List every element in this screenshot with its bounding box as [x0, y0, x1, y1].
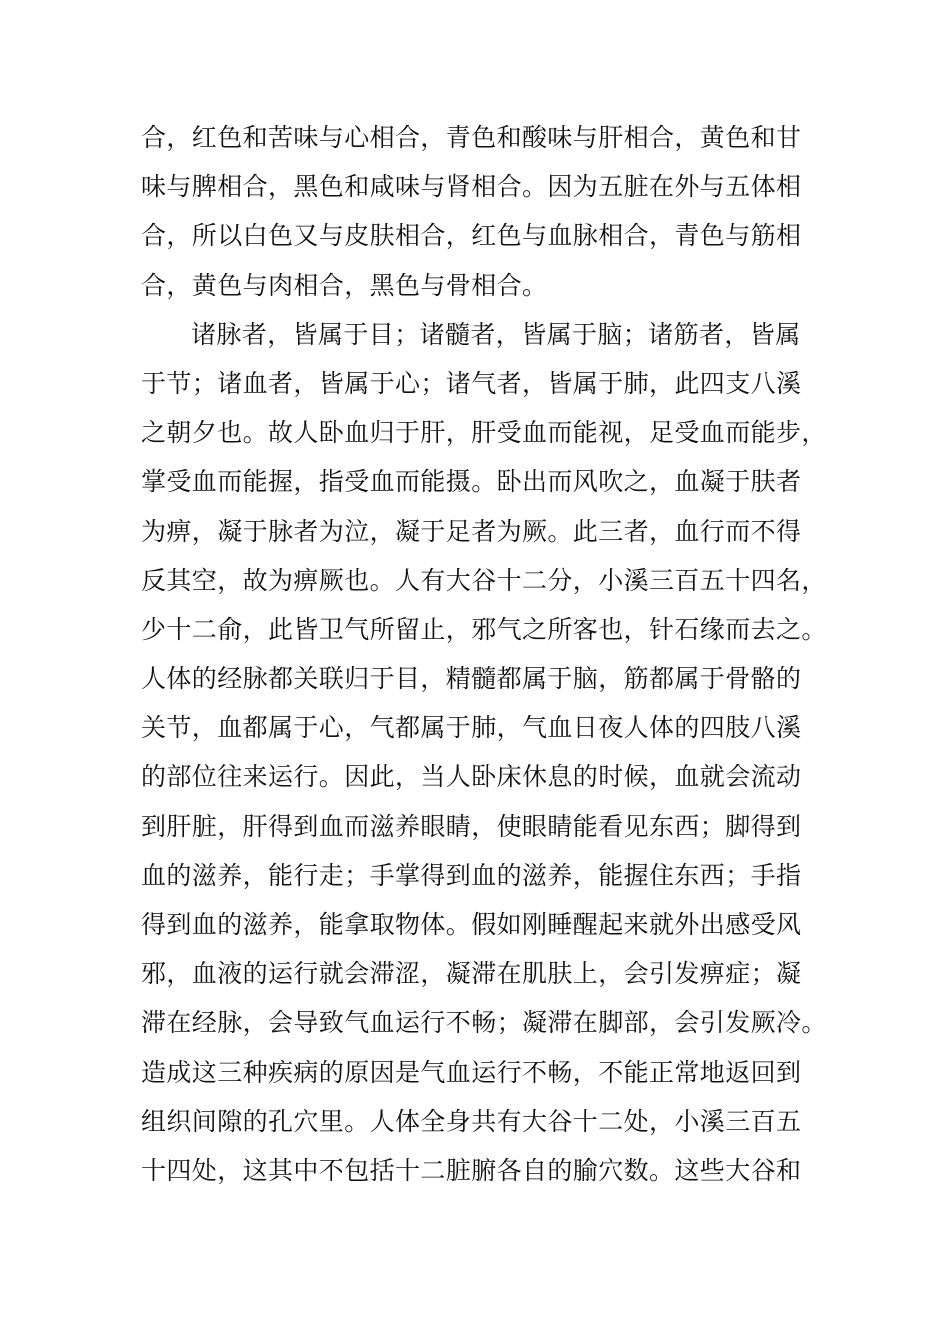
- text-line: 到肝脏，肝得到血而滋养眼睛，使眼睛能看见东西；脚得到: [141, 811, 802, 841]
- text-line: 之朝夕也。故人卧血归于肝，肝受血而能视，足受血而能步，: [141, 418, 827, 448]
- text-line: 得到血的滋养，能拿取物体。假如刚睡醒起来就外出感受风: [141, 910, 802, 939]
- text-line: 反其空，故为痹厥也。人有大谷十二分，小溪三百五十四名，: [141, 565, 827, 595]
- text-line: 血的滋养，能行走；手掌得到血的滋养，能握住东西；手指: [141, 860, 802, 890]
- text-line: 关节，血都属于心，气都属于肺，气血日夜人体的四肢八溪: [141, 713, 802, 743]
- paragraph-2: [141, 310, 827, 1195]
- body-text: [141, 113, 827, 1195]
- text-line: 组织间隙的孔穴里。人体全身共有大谷十二处，小溪三百五: [141, 1106, 802, 1136]
- text-line: 诸脉者，皆属于目；诸髓者，皆属于脑；诸筋者，皆属: [191, 319, 801, 349]
- text-line: 人体的经脉都关联归于目，精髓都属于脑，筋都属于骨骼的: [141, 664, 802, 694]
- text-line: 为痹，凝于脉者为泣，凝于足者为厥。此三者，血行而不得: [141, 516, 802, 546]
- text-line: 邪，血液的运行就会滞涩，凝滞在肌肤上，会引发痹症；凝: [141, 959, 802, 989]
- text-line: 少十二俞，此皆卫气所留止，邪气之所客也，针石缘而去之。: [141, 614, 827, 644]
- text-line: 造成这三种疾病的原因是气血运行不畅，不能正常地返回到: [141, 1057, 802, 1087]
- text-line: 的部位往来运行。因此，当人卧床休息的时候，血就会流动: [141, 762, 802, 792]
- text-line: 合，红色和苦味与心相合，青色和酸味与肝相合，黄色和甘: [141, 123, 802, 152]
- text-line: 合，黄色与肉相合，黑色与骨相合。: [141, 270, 548, 300]
- paragraph-1: [141, 113, 821, 310]
- text-line: 合，所以白色又与皮肤相合，红色与血脉相合，青色与筋相: [141, 221, 802, 251]
- text-line: 十四处，这其中不包括十二脏腑各自的腧穴数。这些大谷和: [141, 1155, 802, 1185]
- text-line: 掌受血而能握，指受血而能摄。卧出而风吹之，血凝于肤者: [141, 467, 802, 497]
- text-line: 味与脾相合，黑色和咸味与肾相合。因为五脏在外与五体相: [141, 172, 802, 202]
- text-line: 于节；诸血者，皆属于心；诸气者，皆属于肺，此四支八溪: [141, 368, 802, 398]
- text-line: 滞在经脉，会导致气血运行不畅；凝滞在脚部，会引发厥冷。: [141, 1008, 827, 1038]
